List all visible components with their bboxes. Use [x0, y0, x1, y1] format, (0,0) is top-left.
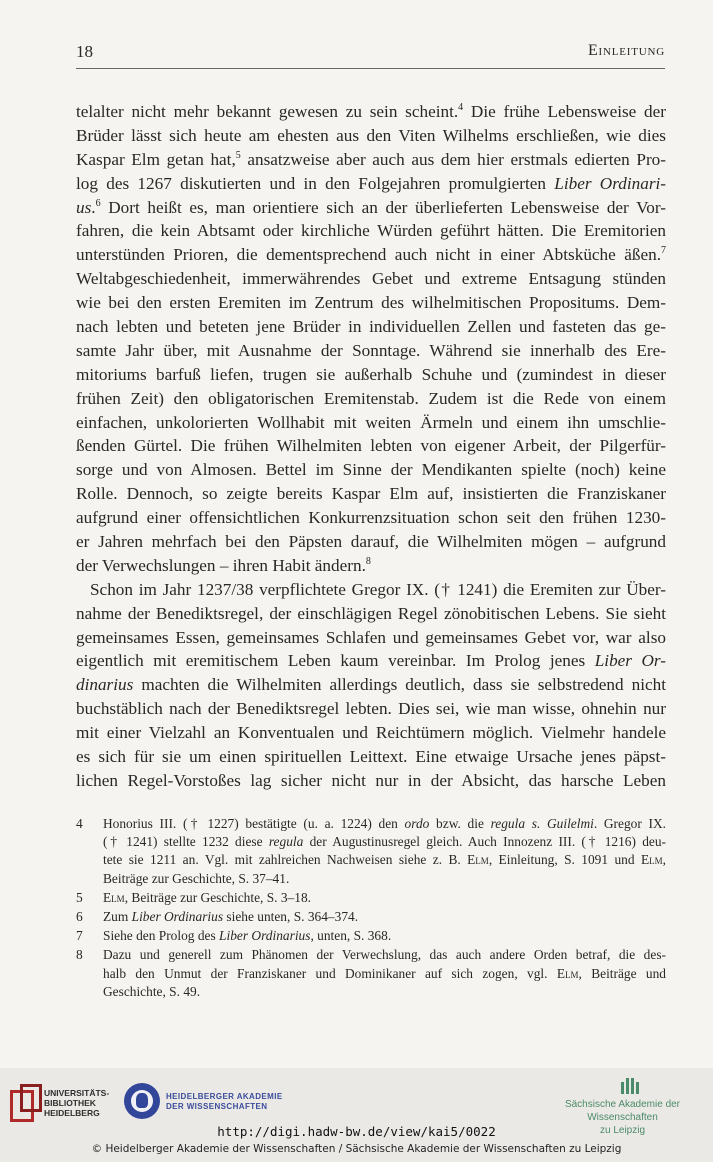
text-line: er Jahren mehrfach bei den Päpsten darauf, die Wilhelmiten mögen – aufgrund — [76, 532, 666, 552]
text-line: Brüder lässt sich heute am ehesten aus den Viten Wilhelms erschließen, wie dies — [76, 125, 666, 145]
saxon-academy-name[interactable]: Sächsische Akademie der Wissenschaften zu Leipzig — [564, 1099, 681, 1136]
text-line: wie bei den ersten Eremiten im Zentrum des wilhelmitischen Propositums. Dem- — [76, 293, 666, 313]
permalink-url[interactable]: http://digi.hadw-bw.de/view/kai5/0022 — [217, 1124, 496, 1139]
text-line: der Verwechslungen – ihren Habit ändern.$^8$ — [76, 555, 371, 575]
footnote-ref: 7 — [661, 245, 666, 257]
footnote-number: 4 — [76, 816, 83, 831]
text-line: Weltabgeschiedenheit, immerwährendes Gebet und extreme Entsagung stünden — [76, 269, 666, 289]
text-line: lichen Regel-Vorstoßes lag sicher nicht nur in der Absicht, das harsche Leben — [76, 770, 666, 790]
footnote-ref: 6 — [95, 197, 101, 209]
text-line: telalter nicht mehr bekannt gewesen zu sein scheint.$^4$ Die frühe Lebensweise der — [76, 102, 666, 121]
text-line: nahme der Benediktsregel, der einschlägigen Regel zönobitischen Lebens. Sie sieht — [76, 603, 666, 623]
copyright-notice: © Heidelberger Akademie der Wissenschaften / Sächsische Akademie der Wissenschaften zu Leipzig — [91, 1143, 622, 1155]
text-line: sorge und von Almosen. Bettel im Sinne der Mendikanten spielte (noch) keine — [76, 460, 666, 480]
footnote: 7 Siehe den Prolog des Liber Ordinarius, unten, S. 368. — [76, 927, 666, 945]
footnote: 4 Honorius III. († 1227) bestätigte (u. a. 1224) den ordo bzw. die regula s. Guilelmi. Gregor IX. († 1241) stellte 1232 diese regula der Augustinusregel gleich. Auch Innozenz III. († 1216) deu- tete sie 1211 an. Vgl. mit zahlreichen Nachweisen siehe z. B. Elm, Einleitung, S. 1091 und Elm, Beiträge zur Geschichte, S. 37–41. — [76, 816, 666, 886]
text-line: mitoriums barfuß liefen, trugen sie außerhalb Schuhe und (zumindest in dieser — [76, 364, 666, 384]
text-line: nach lebten und beteten jene Brüder in individuellen Zellen und fasteten das ge- — [76, 317, 666, 337]
university-library-logo-icon[interactable] — [10, 1084, 40, 1122]
text-line: dinarius machten die Wilhelmiten allerdings deutlich, dass sie selbstredend nicht — [76, 675, 666, 695]
text-line: Rolle. Dennoch, so zeigte bereits Kaspar Elm auf, insistierten die Franziskaner — [76, 484, 666, 504]
text-line: mit einer Vielzahl an Konventualen und Reichtümern möglich. Vielmehr handele — [76, 723, 666, 743]
footnote-number: 8 — [76, 947, 83, 963]
text-line: buchstäblich nach der Benediktsregel lebten. Dies sei, wie man wisse, ohnehin nur — [76, 699, 666, 719]
running-head: Einleitung — [587, 42, 665, 59]
text-line: unterstünden Prioren, die dementsprechend auch nicht in einer Abtsküche äßen.$^7$ — [76, 245, 666, 265]
text-line: ßenden Gürtel. Die frühen Wilhelmiten lebten von eigener Arbeit, der Pilgerfür- — [76, 436, 666, 456]
footnotes — [76, 815, 666, 1002]
text-line: samte Jahr über, mit Ausnahme der Sonntage. Während sie innerhalb des Ere- — [76, 340, 666, 360]
footnote-ref: 5 — [235, 149, 241, 161]
academy-seal-icon[interactable] — [124, 1083, 160, 1119]
heidelberg-academy-name[interactable]: HEIDELBERGER AKADEMIE DER WISSENSCHAFTEN — [166, 1092, 283, 1111]
text-line: us.$^6$ Dort heißt es, man orientiere sich an der überlieferten Lebensweise der Vor- — [76, 197, 666, 217]
footnote: 6 Zum Liber Ordinarius siehe unten, S. 364–374. — [76, 908, 666, 926]
text-line: frühen Zeit) den obligatorischen Eremitenstab. Zudem ist die Rede von einem — [76, 388, 666, 408]
university-library-name[interactable]: UNIVERSITÄTS- BIBLIOTHEK HEIDELBERG — [44, 1088, 110, 1118]
text-line: Schon im Jahr 1237/38 verpflichtete Gregor IX. († 1241) die Eremiten zur Über- — [90, 579, 666, 599]
footnote-number: 5 — [76, 889, 83, 905]
text-line: aufgrund einer offensichtlichen Konkurrenzsituation schon seit den frühen 1230- — [76, 508, 666, 528]
text-line: eigentlich mit eremitischem Leben kaum vereinbar. Im Prolog jenes Liber Or- — [76, 651, 666, 671]
text-line: gemeinsames Essen, gemeinsames Schlafen und gemeinsames Gebet vor, war also — [76, 627, 666, 647]
page-header — [76, 42, 665, 69]
text-line: fahren, die kein Abtsamt oder kirchliche Würden geführt hätten. Die Eremitorien — [76, 221, 666, 241]
viewer-footer — [0, 1068, 713, 1162]
main-text — [76, 100, 666, 793]
page-number: 18 — [76, 42, 93, 61]
text-line: Kaspar Elm getan hat,$^5$ ansatzweise aber auch aus dem hier erstmals edierten Pro- — [76, 149, 666, 169]
text-line: log des 1267 diskutierten und in den Folgejahren promulgierten Liber Ordinari- — [76, 173, 666, 193]
footnote-number: 6 — [76, 908, 83, 924]
footnote-ref: 8 — [365, 555, 371, 567]
text-line: einfachen, unkolorierten Wollhabit mit weiten Ärmeln und einem ihn umschlie- — [76, 412, 666, 432]
footnote: 5 Elm, Beiträge zur Geschichte, S. 3–18. — [76, 889, 666, 907]
saxon-academy-building-icon[interactable] — [620, 1074, 640, 1094]
footnote-number: 7 — [76, 928, 83, 944]
text-line: es sich für sie um einen spirituellen Leittext. Eine etwaige Ursache jenes päpst- — [76, 747, 666, 767]
footnote-ref: 4 — [458, 102, 464, 113]
footnote: 8 Dazu und generell zum Phänomen der Verwechslung, das auch andere Orden betraf, die des- halb den Unmut der Franziskaner und Dominikaner auf sich zogen, vgl. Elm, Beiträge und Geschichte, S. 49. — [76, 947, 666, 999]
